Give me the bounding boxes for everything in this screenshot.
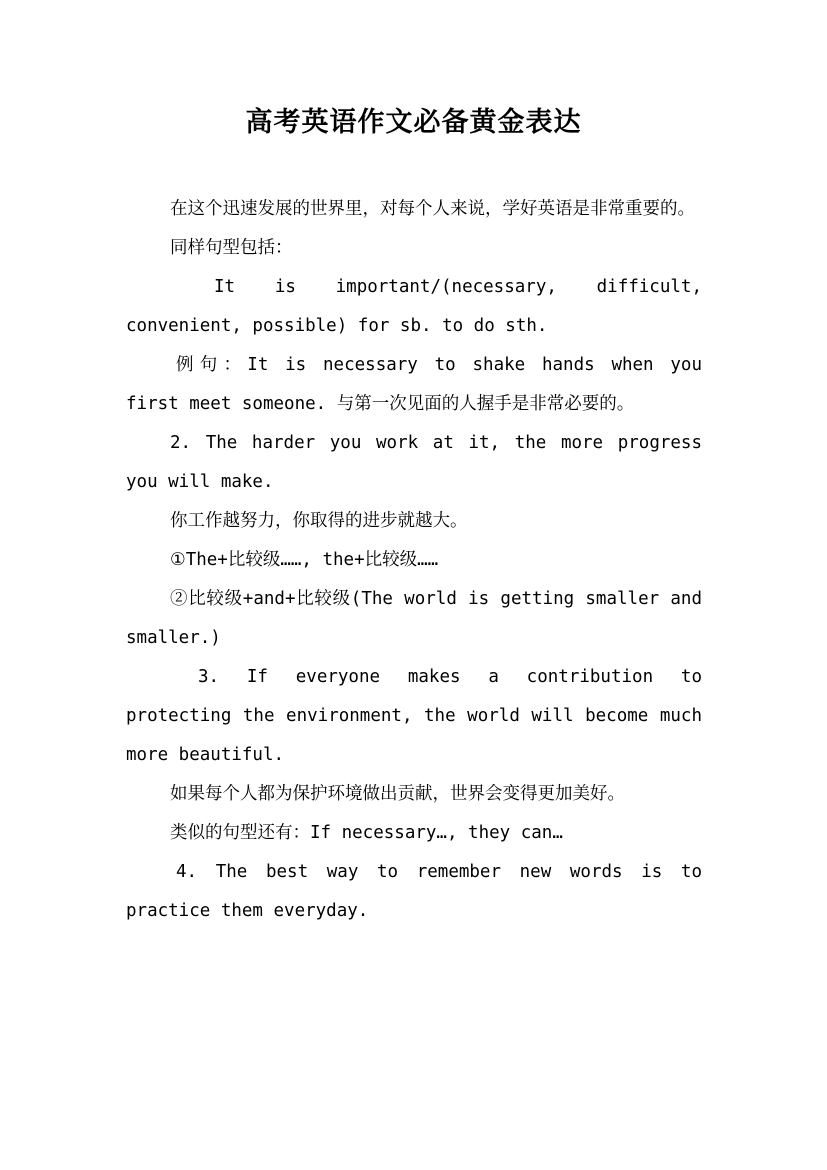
- paragraph-intro: 在这个迅速发展的世界里，对每个人来说，学好英语是非常重要的。: [170, 199, 695, 219]
- document-title: 高考英语作文必备黄金表达: [245, 107, 582, 138]
- paragraph-pattern-3-translation: 如果每个人都为保护环境做出贡献，世界会变得更加美好。: [170, 784, 625, 804]
- paragraph-pattern-2-translation: 你工作越努力，你取得的进步就越大。: [170, 511, 468, 531]
- document-body: [126, 190, 702, 931]
- paragraph-pattern-1: It is important/(necessary, difficult, convenient, possible) for sb. to do sth.: [126, 277, 702, 336]
- paragraph-pattern-4: 4. The best way to remember new words is to practice them everyday.: [126, 862, 702, 921]
- paragraph-similar-patterns-label: 同样句型包括：: [170, 238, 293, 258]
- paragraph-pattern-2-note-1: ①The+比较级……, the+比较级……: [170, 550, 439, 570]
- paragraph-example-1: 例句：It is necessary to shake hands when you first meet someone. 与第一次见面的人握手是非常必要的。: [126, 355, 702, 414]
- paragraph-pattern-2-note-2: ②比较级+and+比较级(The world is getting smaller and smaller.): [126, 589, 702, 648]
- paragraph-pattern-3-similar: 类似的句型还有：If necessary…, they can…: [170, 823, 563, 843]
- paragraph-pattern-3: 3. If everyone makes a contribution to protecting the environment, the world will become much more beautiful.: [126, 667, 702, 765]
- paragraph-pattern-2: 2. The harder you work at it, the more progress you will make.: [126, 433, 702, 492]
